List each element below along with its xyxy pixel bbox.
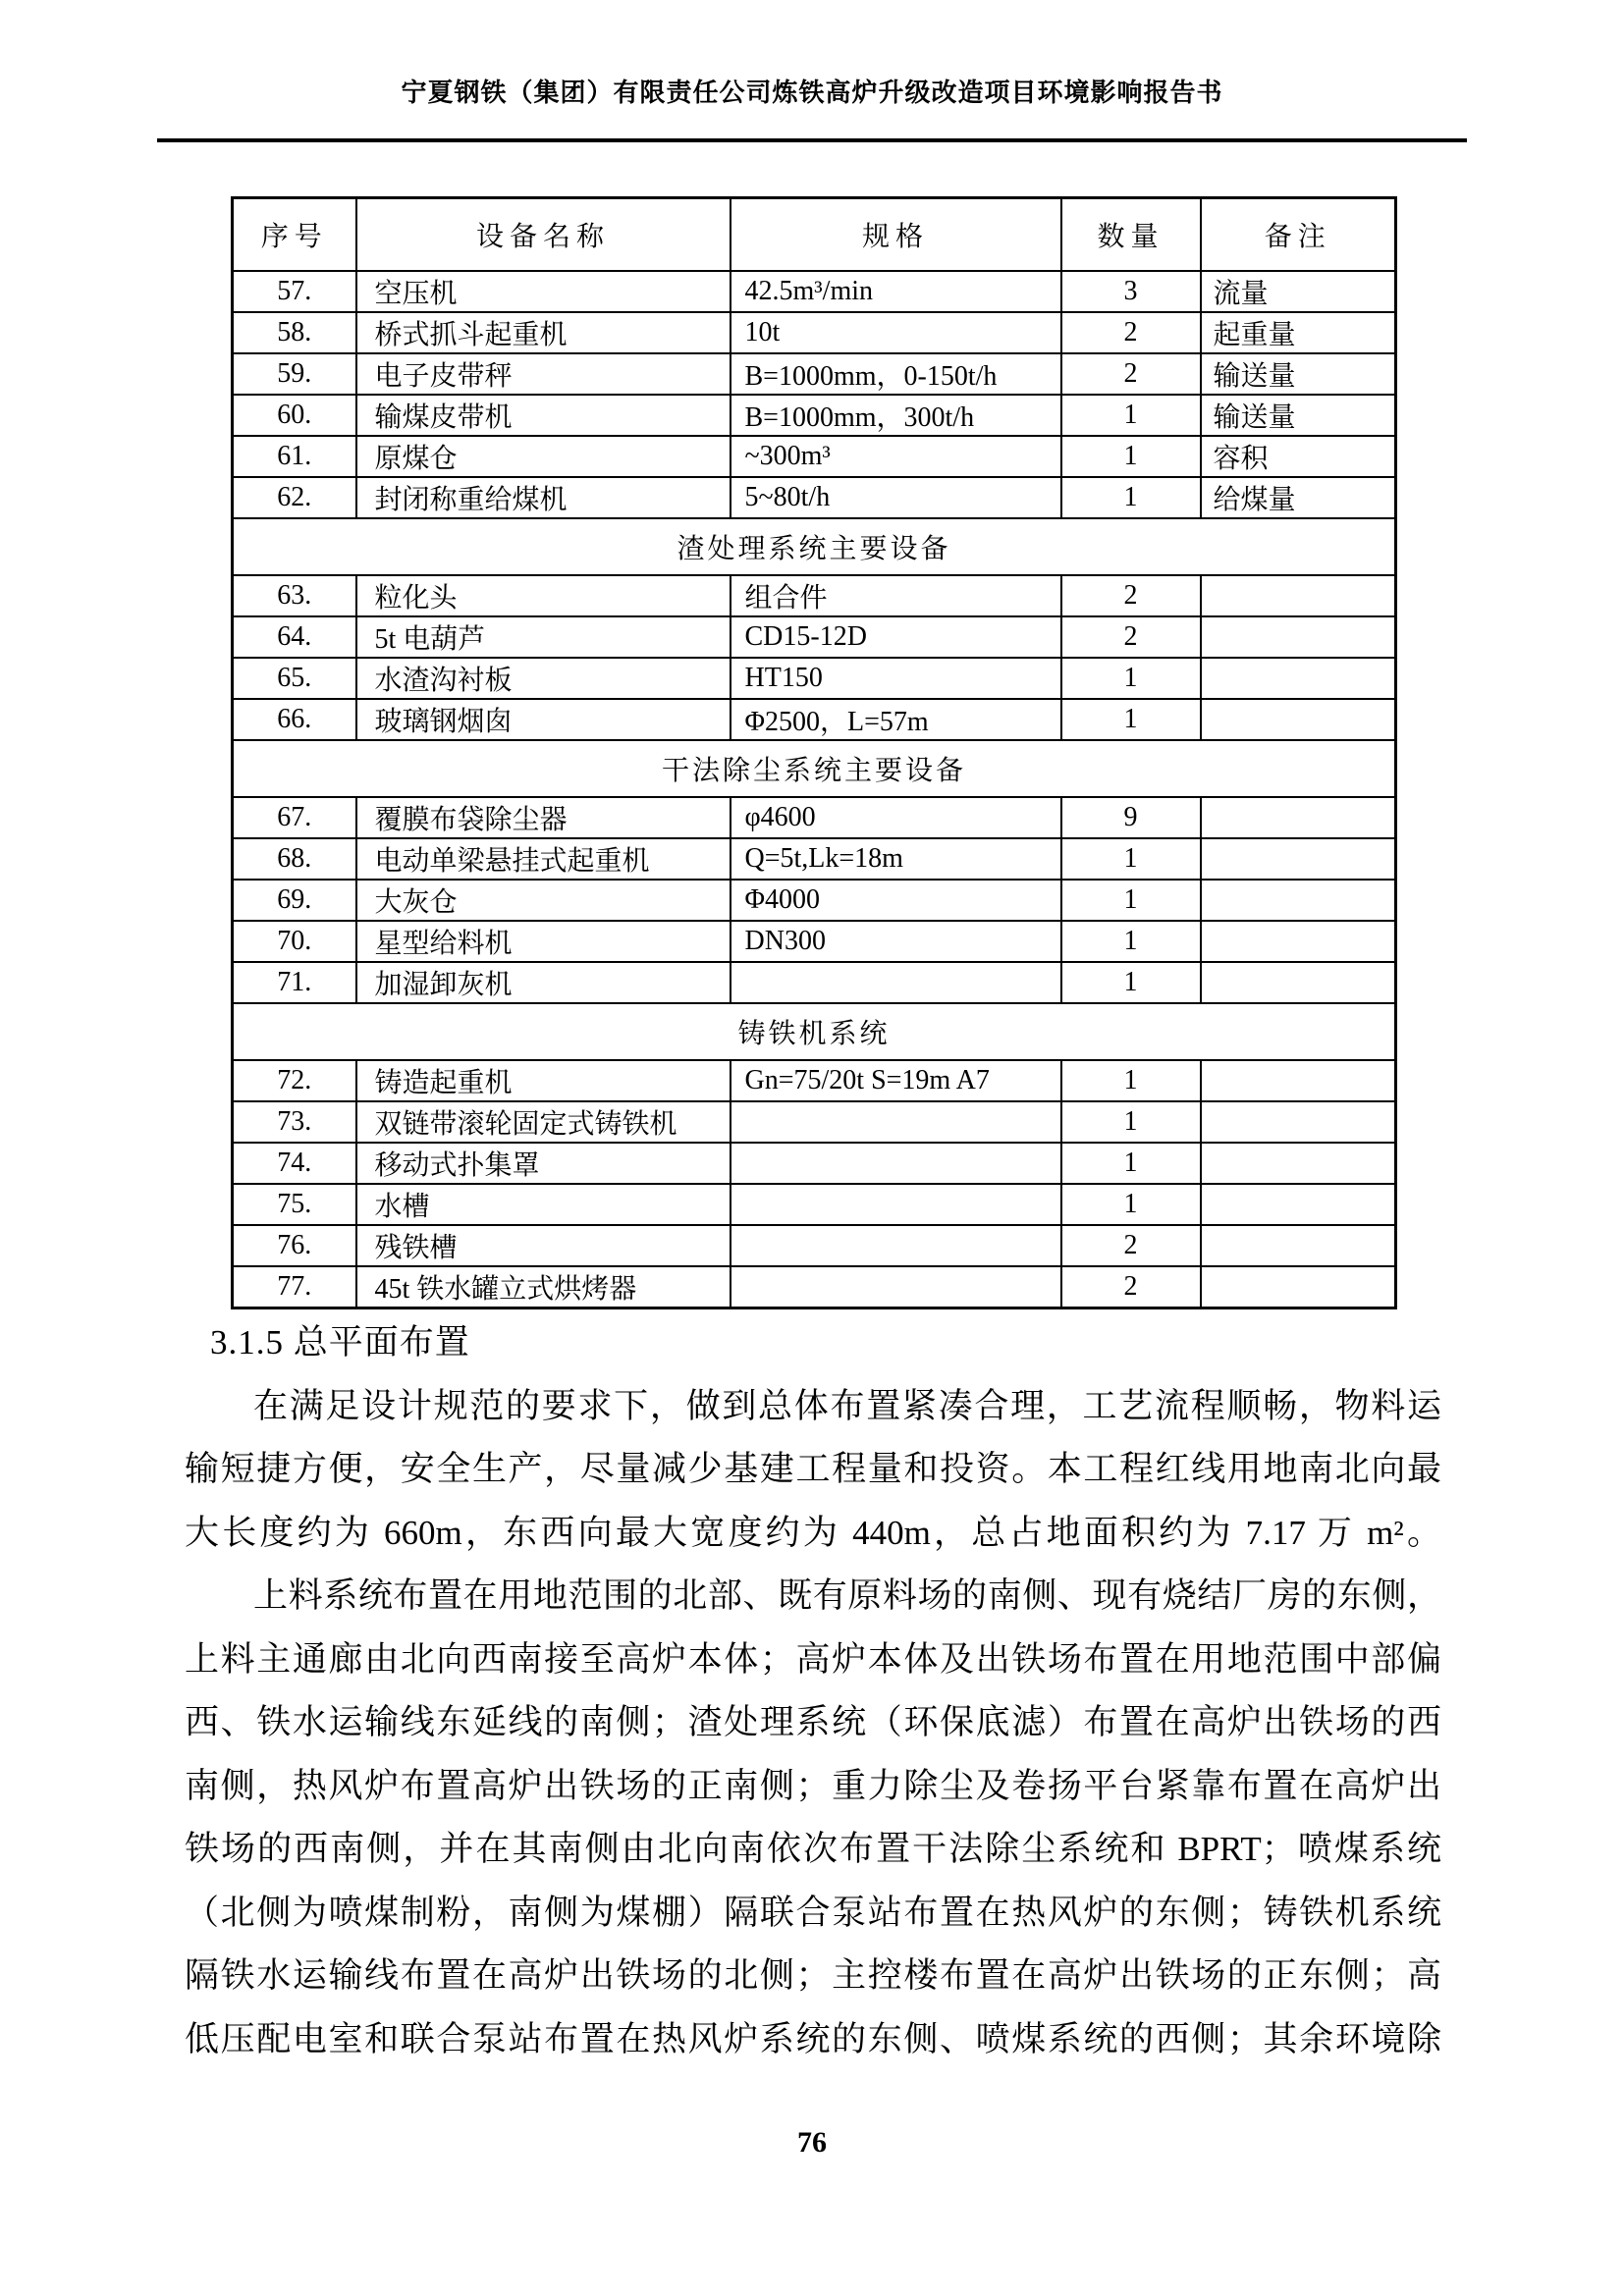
cell-qty: 2 (1061, 575, 1201, 616)
col-header-remark: 备注 (1201, 198, 1396, 272)
cell-serial: 66. (233, 699, 356, 740)
paragraph-line: 在满足设计规范的要求下，做到总体布置紧凑合理，工艺流程顺畅，物料运 (253, 1386, 1441, 1425)
table-row (233, 1184, 1396, 1225)
cell-name: 粒化头 (356, 575, 731, 616)
cell-spec: Gn=75/20t S=19m A7 (731, 1060, 1061, 1101)
cell-serial: 67. (233, 797, 356, 838)
table-row (233, 575, 1396, 616)
table-row (233, 271, 1396, 312)
cell-qty: 1 (1061, 436, 1201, 477)
cell-serial: 70. (233, 921, 356, 962)
cell-qty: 1 (1061, 658, 1201, 699)
table-section-label: 铸铁机系统 (233, 1003, 1396, 1060)
paragraph-line: 西、铁水运输线东延线的南侧；渣处理系统（环保底滤）布置在高炉出铁场的西 (185, 1703, 1441, 1741)
table-row (233, 477, 1396, 518)
table-section-label: 干法除尘系统主要设备 (233, 740, 1396, 797)
cell-qty: 1 (1061, 699, 1201, 740)
cell-qty: 2 (1061, 353, 1201, 395)
cell-spec: ~300m³ (731, 436, 1061, 477)
cell-serial: 69. (233, 880, 356, 921)
paragraph-layout-detail (185, 1565, 1441, 2071)
paragraph-line: 南侧，热风炉布置高炉出铁场的正南侧；重力除尘及卷扬平台紧靠布置在高炉出 (185, 1766, 1441, 1805)
cell-spec: B=1000mm，300t/h (731, 395, 1061, 436)
cell-remark: 起重量 (1201, 312, 1396, 353)
cell-spec: 5~80t/h (731, 477, 1061, 518)
cell-remark: 给煤量 (1201, 477, 1396, 518)
cell-remark (1201, 1225, 1396, 1266)
table-row (233, 699, 1396, 740)
cell-name: 移动式扑集罩 (356, 1143, 731, 1184)
cell-spec (731, 1143, 1061, 1184)
cell-name: 水渣沟衬板 (356, 658, 731, 699)
cell-name: 电动单梁悬挂式起重机 (356, 838, 731, 880)
cell-serial: 68. (233, 838, 356, 880)
cell-serial: 77. (233, 1266, 356, 1308)
table-section-row (233, 518, 1396, 575)
cell-remark (1201, 1143, 1396, 1184)
cell-serial: 58. (233, 312, 356, 353)
cell-qty: 3 (1061, 271, 1201, 312)
cell-remark: 输送量 (1201, 353, 1396, 395)
cell-spec (731, 1184, 1061, 1225)
col-header-serial: 序号 (233, 198, 356, 272)
col-header-qty: 数量 (1061, 198, 1201, 272)
table-row (233, 658, 1396, 699)
cell-remark (1201, 921, 1396, 962)
table-row (233, 353, 1396, 395)
paragraph-layout-overview (185, 1375, 1441, 1566)
paragraph-line: （北侧为喷煤制粉，南侧为煤棚）隔联合泵站布置在热风炉的东侧；铸铁机系统 (185, 1893, 1441, 1932)
cell-name: 5t 电葫芦 (356, 616, 731, 658)
cell-name: 桥式抓斗起重机 (356, 312, 731, 353)
cell-qty: 1 (1061, 962, 1201, 1003)
cell-name: 残铁槽 (356, 1225, 731, 1266)
cell-name: 铸造起重机 (356, 1060, 731, 1101)
cell-remark (1201, 962, 1396, 1003)
cell-remark (1201, 880, 1396, 921)
cell-remark: 流量 (1201, 271, 1396, 312)
cell-serial: 62. (233, 477, 356, 518)
cell-name: 输煤皮带机 (356, 395, 731, 436)
cell-spec: Φ2500，L=57m (731, 699, 1061, 740)
page-number: 76 (797, 2126, 827, 2159)
cell-spec: DN300 (731, 921, 1061, 962)
cell-remark: 输送量 (1201, 395, 1396, 436)
cell-name: 加湿卸灰机 (356, 962, 731, 1003)
cell-qty: 2 (1061, 1225, 1201, 1266)
cell-spec (731, 1266, 1061, 1308)
table-row (233, 616, 1396, 658)
cell-qty: 1 (1061, 1060, 1201, 1101)
cell-remark (1201, 575, 1396, 616)
cell-qty: 1 (1061, 1101, 1201, 1143)
cell-name: 玻璃钢烟囱 (356, 699, 731, 740)
cell-spec: CD15-12D (731, 616, 1061, 658)
table-row (233, 797, 1396, 838)
cell-qty: 2 (1061, 1266, 1201, 1308)
table-section-row (233, 740, 1396, 797)
table-row (233, 838, 1396, 880)
paragraph-line: 铁场的西南侧，并在其南侧由北向南依次布置干法除尘系统和 BPRT；喷煤系统 (185, 1830, 1441, 1868)
section-heading: 3.1.5 总平面布置 (210, 1323, 470, 1362)
table-header-row (233, 198, 1396, 272)
cell-serial: 75. (233, 1184, 356, 1225)
paragraph-line: 低压配电室和联合泵站布置在热风炉系统的东侧、喷煤系统的西侧；其余环境除 (185, 2019, 1441, 2058)
paragraph-line: 上料系统布置在用地范围的北部、既有原料场的南侧、现有烧结厂房的东侧， (253, 1576, 1441, 1615)
cell-qty: 2 (1061, 616, 1201, 658)
table-section-label: 渣处理系统主要设备 (233, 518, 1396, 575)
table-row (233, 1060, 1396, 1101)
cell-spec: HT150 (731, 658, 1061, 699)
cell-remark (1201, 658, 1396, 699)
header-rule (157, 138, 1467, 142)
cell-spec (731, 1101, 1061, 1143)
cell-serial: 59. (233, 353, 356, 395)
cell-remark (1201, 1060, 1396, 1101)
equipment-table-body (233, 271, 1396, 1308)
cell-qty: 1 (1061, 838, 1201, 880)
cell-remark (1201, 1266, 1396, 1308)
cell-spec: B=1000mm，0-150t/h (731, 353, 1061, 395)
cell-serial: 71. (233, 962, 356, 1003)
cell-spec: 10t (731, 312, 1061, 353)
cell-name: 封闭称重给煤机 (356, 477, 731, 518)
cell-spec: 42.5m³/min (731, 271, 1061, 312)
cell-serial: 72. (233, 1060, 356, 1101)
cell-remark: 容积 (1201, 436, 1396, 477)
cell-remark (1201, 1184, 1396, 1225)
cell-qty: 2 (1061, 312, 1201, 353)
col-header-name: 设备名称 (356, 198, 731, 272)
cell-remark (1201, 616, 1396, 658)
cell-remark (1201, 1101, 1396, 1143)
cell-name: 原煤仓 (356, 436, 731, 477)
cell-name: 45t 铁水罐立式烘烤器 (356, 1266, 731, 1308)
cell-serial: 76. (233, 1225, 356, 1266)
cell-name: 水槽 (356, 1184, 731, 1225)
cell-serial: 63. (233, 575, 356, 616)
paragraph-line: 大长度约为 660m，东西向最大宽度约为 440m，总占地面积约为 7.17 万 m²。 (185, 1513, 1441, 1552)
cell-spec: φ4600 (731, 797, 1061, 838)
cell-spec (731, 962, 1061, 1003)
cell-name: 电子皮带秤 (356, 353, 731, 395)
table-row (233, 921, 1396, 962)
paragraph-line: 上料主通廊由北向西南接至高炉本体；高炉本体及出铁场布置在用地范围中部偏 (185, 1639, 1441, 1679)
cell-name: 双链带滚轮固定式铸铁机 (356, 1101, 731, 1143)
cell-remark (1201, 838, 1396, 880)
table-row (233, 395, 1396, 436)
cell-qty: 1 (1061, 395, 1201, 436)
cell-qty: 1 (1061, 880, 1201, 921)
cell-spec: Φ4000 (731, 880, 1061, 921)
cell-spec (731, 1225, 1061, 1266)
equipment-table (231, 196, 1397, 1309)
table-row (233, 1266, 1396, 1308)
body-text (185, 1311, 1441, 2071)
cell-serial: 60. (233, 395, 356, 436)
cell-serial: 65. (233, 658, 356, 699)
table-row (233, 1225, 1396, 1266)
table-row (233, 1143, 1396, 1184)
cell-qty: 1 (1061, 1143, 1201, 1184)
table-row (233, 312, 1396, 353)
cell-serial: 57. (233, 271, 356, 312)
cell-name: 空压机 (356, 271, 731, 312)
table-row (233, 962, 1396, 1003)
cell-serial: 73. (233, 1101, 356, 1143)
table-row (233, 436, 1396, 477)
cell-spec: Q=5t,Lk=18m (731, 838, 1061, 880)
cell-remark (1201, 797, 1396, 838)
cell-qty: 1 (1061, 1184, 1201, 1225)
cell-spec: 组合件 (731, 575, 1061, 616)
table-section-row (233, 1003, 1396, 1060)
cell-qty: 1 (1061, 921, 1201, 962)
paragraph-line: 输短捷方便，安全生产，尽量减少基建工程量和投资。本工程红线用地南北向最 (185, 1450, 1441, 1488)
cell-qty: 1 (1061, 477, 1201, 518)
table-row (233, 880, 1396, 921)
page-header-title: 宁夏钢铁（集团）有限责任公司炼铁高炉升级改造项目环境影响报告书 (401, 79, 1223, 107)
cell-remark (1201, 699, 1396, 740)
cell-name: 星型给料机 (356, 921, 731, 962)
paragraph-line: 隔铁水运输线布置在高炉出铁场的北侧；主控楼布置在高炉出铁场的正东侧；高 (185, 1956, 1441, 1995)
cell-serial: 74. (233, 1143, 356, 1184)
cell-name: 大灰仓 (356, 880, 731, 921)
cell-serial: 64. (233, 616, 356, 658)
col-header-spec: 规格 (731, 198, 1061, 272)
cell-serial: 61. (233, 436, 356, 477)
cell-qty: 9 (1061, 797, 1201, 838)
table-row (233, 1101, 1396, 1143)
cell-name: 覆膜布袋除尘器 (356, 797, 731, 838)
